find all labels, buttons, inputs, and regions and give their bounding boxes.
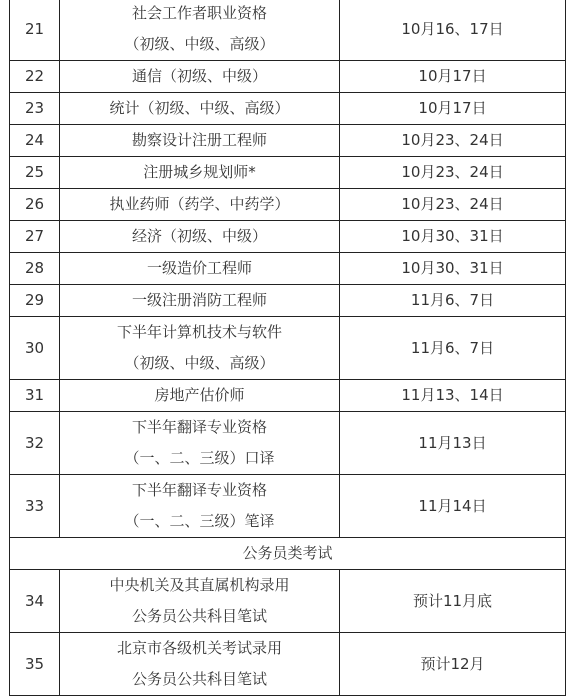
- table-row: [10, 317, 566, 380]
- exam-name: [60, 633, 340, 696]
- section-header-row: [10, 538, 566, 570]
- row-number: 26: [10, 189, 60, 221]
- exam-date: 11月14日: [340, 475, 566, 538]
- civil-service-rows-group: [10, 570, 566, 696]
- exam-name-line: （一、二、三级）笔译: [124, 512, 275, 530]
- table-row: [10, 0, 566, 61]
- exam-name: [60, 125, 340, 157]
- exam-name: [60, 412, 340, 475]
- row-number: 22: [10, 61, 60, 93]
- table-row: [10, 475, 566, 538]
- exam-date: 10月30、31日: [340, 221, 566, 253]
- exam-name-line: 中央机关及其直属机构录用: [109, 576, 290, 594]
- row-number: 34: [10, 570, 60, 633]
- table-row: [10, 633, 566, 696]
- table-row: [10, 125, 566, 157]
- exam-date: 10月16、17日: [340, 0, 566, 61]
- row-number: 31: [10, 380, 60, 412]
- row-number: 23: [10, 93, 60, 125]
- exam-name: [60, 253, 340, 285]
- row-number: 27: [10, 221, 60, 253]
- row-number: 21: [10, 0, 60, 61]
- exam-name: [60, 93, 340, 125]
- exam-name-line: 下半年翻译专业资格: [131, 418, 267, 436]
- exam-name: [60, 317, 340, 380]
- exam-name-line: 北京市各级机关考试录用: [116, 639, 282, 657]
- row-number: 24: [10, 125, 60, 157]
- exam-name-line: 下半年计算机技术与软件: [116, 323, 282, 341]
- row-number: 33: [10, 475, 60, 538]
- row-number: 30: [10, 317, 60, 380]
- exam-name-line: 公务员公共科目笔试: [131, 670, 267, 688]
- exam-date: 预计11月底: [340, 570, 566, 633]
- exam-name-line: 社会工作者职业资格: [131, 4, 267, 22]
- table-row: [10, 61, 566, 93]
- row-number: 32: [10, 412, 60, 475]
- table-row: [10, 93, 566, 125]
- exam-date: 10月17日: [340, 61, 566, 93]
- exam-name: [60, 157, 340, 189]
- exam-date: 10月23、24日: [340, 157, 566, 189]
- exam-name-line: 经济（初级、中级）: [131, 227, 267, 245]
- exam-name-line: （初级、中级、高级）: [124, 354, 275, 372]
- exam-name-line: 公务员公共科目笔试: [131, 607, 267, 625]
- exam-date: 预计12月: [340, 633, 566, 696]
- exam-name-line: 统计（初级、中级、高级）: [109, 99, 290, 117]
- exam-schedule-table: [9, 0, 566, 696]
- exam-name-line: 一级注册消防工程师: [131, 291, 267, 309]
- exam-name-line: （初级、中级、高级）: [124, 35, 275, 53]
- exam-rows-group: [10, 0, 566, 538]
- exam-name: [60, 221, 340, 253]
- exam-name-line: 注册城乡规划师*: [143, 163, 256, 181]
- table-row: [10, 189, 566, 221]
- table-row: [10, 380, 566, 412]
- exam-name: [60, 0, 340, 61]
- section-group: [10, 538, 566, 570]
- exam-name-line: 勘察设计注册工程师: [131, 131, 267, 149]
- exam-date: 11月13、14日: [340, 380, 566, 412]
- row-number: 25: [10, 157, 60, 189]
- exam-date: 11月13日: [340, 412, 566, 475]
- exam-name: [60, 380, 340, 412]
- exam-name: [60, 285, 340, 317]
- table-row: [10, 285, 566, 317]
- exam-name: [60, 570, 340, 633]
- exam-name-line: 执业药师（药学、中药学）: [109, 195, 290, 213]
- table-row: [10, 157, 566, 189]
- exam-date: 11月6、7日: [340, 285, 566, 317]
- exam-date: 10月23、24日: [340, 125, 566, 157]
- row-number: 28: [10, 253, 60, 285]
- row-number: 35: [10, 633, 60, 696]
- exam-name-line: 通信（初级、中级）: [131, 67, 267, 85]
- exam-name-line: 一级造价工程师: [146, 259, 252, 277]
- exam-name: [60, 61, 340, 93]
- exam-date: 10月30、31日: [340, 253, 566, 285]
- table-row: [10, 221, 566, 253]
- row-number: 29: [10, 285, 60, 317]
- exam-name-line: 房地产估价师: [154, 386, 245, 404]
- table-row: [10, 412, 566, 475]
- exam-date: 10月17日: [340, 93, 566, 125]
- exam-name: [60, 189, 340, 221]
- exam-date: 11月6、7日: [340, 317, 566, 380]
- exam-name-line: （一、二、三级）口译: [124, 449, 275, 467]
- table-row: [10, 570, 566, 633]
- table-row: [10, 253, 566, 285]
- section-title: 公务员类考试: [10, 538, 566, 570]
- exam-name-line: 下半年翻译专业资格: [131, 481, 267, 499]
- exam-name: [60, 475, 340, 538]
- exam-date: 10月23、24日: [340, 189, 566, 221]
